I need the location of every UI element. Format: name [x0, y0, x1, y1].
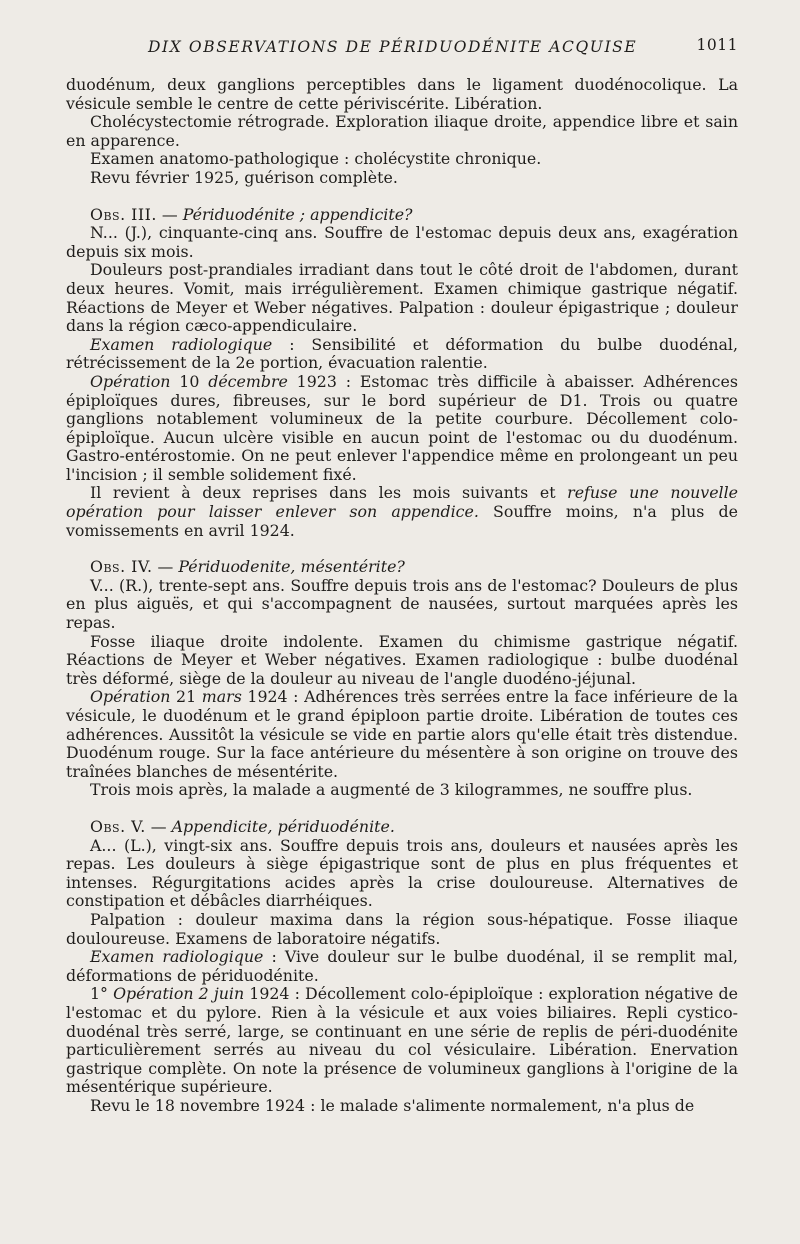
paragraph: N... (J.), cinquante-cinq ans. Souffre de l'estomac depuis deux ans, exagération depuis six mois.: [66, 223, 738, 261]
observation-label: Obs. III.: [90, 204, 157, 224]
body-text: [66, 76, 738, 1115]
running-title: DIX OBSERVATIONS DE PÉRIDUODÉNITE ACQUISE: [148, 38, 638, 56]
paragraph: Palpation : douleur maxima dans la région sous-hépatique. Fosse iliaque douloureuse. Examens de laboratoire négatifs.: [66, 909, 738, 948]
observation-heading: Obs. III. — Périduodénite ; appendicite?: [90, 204, 413, 224]
page-number: 1011: [696, 36, 738, 54]
observation-title: Périduodénite ; appendicite?: [182, 204, 413, 224]
observation-label: Obs. IV.: [90, 557, 153, 577]
observation-label: Obs. V.: [90, 816, 146, 836]
paragraph: Opération 10 décembre 1923 : Estomac très difficile à abaisser. Adhérences épiploïques dures, fibreuses, sur le bord supérieur de D1. Trois ou quatre ganglions notablement volumineux de la petite courbure. Décollement colo-épiploïque. Aucun ulcère visible en aucun point de l'estomac ou du duodénum. Gastro-entérostomie. On ne peut enlever l'appendice même en prolongeant un peu l'incision ; il semble solidement fixé.: [66, 371, 738, 484]
paragraph: Examen anatomo-pathologique : cholécystite chronique.: [90, 149, 542, 169]
observation-title: Appendicite, périduodénite.: [171, 816, 395, 836]
paragraph: Cholécystectomie rétrograde. Exploration iliaque droite, appendice libre et sain en apparence.: [66, 112, 738, 150]
paragraph: Examen radiologique : Vive douleur sur le bulbe duodénal, il se remplit mal, déformations de périduodénite.: [66, 947, 739, 985]
paragraph: Fosse iliaque droite indolente. Examen du chimisme gastrique négatif. Réactions de Meyer et Weber négatives. Examen radiologique : bulbe duodénal très déformé, siège de la douleur au niveau de l'angle duodéno-jéjunal.: [66, 631, 738, 688]
paragraph: Douleurs post-prandiales irradiant dans tout le côté droit de l'abdomen, durant deux heures. Vomit, mais irrégulièrement. Examen chimique gastrique négatif. Réactions de Meyer et Weber négatives. Palpation : douleur épigastrique ; douleur dans la région cæco-appendiculaire.: [66, 260, 738, 336]
paragraph: duodénum, deux ganglions perceptibles dans le ligament duodénocolique. La vésicule semble le centre de cette périviscérite. Libération.: [66, 75, 738, 113]
paragraph: A... (L.), vingt-six ans. Souffre depuis trois ans, douleurs et nausées après les repas. Les douleurs à siège épigastrique sont de plus en plus fréquentes et intenses. Régurgitations acides après la crise douloureuse. Alternatives de constipation et débâcles diarrhéiques.: [66, 835, 738, 911]
running-header: [66, 34, 738, 60]
observation-title: Périduodenite, mésentérite?: [178, 557, 405, 577]
paragraph: 1° Opération 2 juin 1924 : Décollement colo-épiploïque : exploration négative de l'estomac et du pylore. Rien à la vésicule et aux voies biliaires. Repli cystico-duodénal très serré, large, se continuant en une série de replis de péri-duodénite particulièrement serrés au niveau du col vésiculaire. Libération. Enervation gastrique complète. On note la présence de volumineux ganglions à l'origine de la mésentérique supérieure.: [66, 984, 738, 1097]
paragraph: Examen radiologique : Sensibilité et déformation du bulbe duodénal, rétrécissement de la 2e portion, évacuation ralentie.: [66, 334, 738, 373]
paragraph: Opération 21 mars 1924 : Adhérences très serrées entre la face inférieure de la vésicule, le duodénum et le grand épiploon partie droite. Libération de toutes ces adhérences. Aussitôt la vésicule se vide en partie alors qu'elle était très distendue. Duodénum rouge. Sur la face antérieure du mésentère à son origine on trouve des traînées blanches de mésentérite.: [66, 687, 738, 781]
paragraph: Il revient à deux reprises dans les mois suivants et refuse une nouvelle opération pour laisser enlever son appendice. Souffre moins, n'a plus de vomissements en avril 1924.: [66, 483, 738, 540]
paragraph: V... (R.), trente-sept ans. Souffre depuis trois ans de l'estomac? Douleurs de plus en plus aiguës, et qui s'accompagnent de nausées, surtout marquées après les repas.: [66, 575, 738, 633]
observation-heading: Obs. V. — Appendicite, périduodénite.: [90, 816, 395, 836]
paragraph: Revu février 1925, guérison complète.: [90, 167, 398, 187]
paragraph: Trois mois après, la malade a augmenté de 3 kilogrammes, ne souffre plus.: [90, 780, 693, 800]
observation-heading: Obs. IV. — Périduodenite, mésentérite?: [90, 557, 405, 577]
paragraph: Revu le 18 novembre 1924 : le malade s'alimente normalement, n'a plus de: [90, 1095, 695, 1115]
